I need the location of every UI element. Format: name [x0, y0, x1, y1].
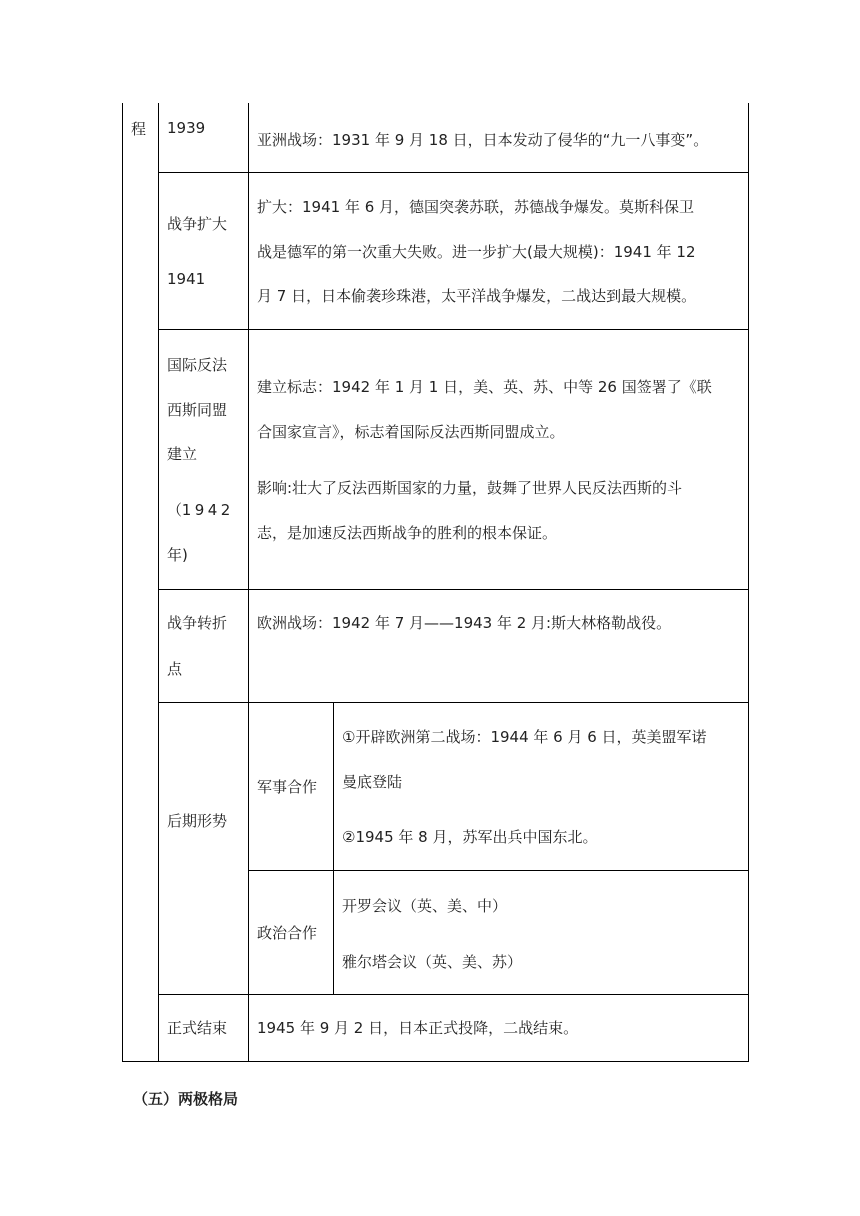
- row-label-alliance: 国际反法: [167, 356, 228, 374]
- row-text-expand: 月 7 日，日本偷袭珍珠港，太平洋战争爆发，二战达到最大规模。: [257, 287, 697, 305]
- row-divider: [158, 329, 749, 330]
- row-text-alliance: 合国家宣言》，标志着国际反法西斯同盟成立。: [257, 423, 565, 441]
- row-divider: [158, 994, 749, 995]
- table-bottom-border: [122, 1061, 749, 1062]
- row-label-alliance: 年): [167, 546, 188, 564]
- row-text-expand: 战是德军的第一次重大失败。进一步扩大(最大规模)：1941 年 12: [257, 243, 696, 261]
- table-col1-border: [158, 103, 159, 1062]
- sub-text-political: 开罗会议（英、美、中）: [342, 897, 508, 915]
- row-text-alliance: 志，是加速反法西斯战争的胜利的根本保证。: [257, 524, 558, 542]
- row-label-expand: 战争扩大: [167, 215, 228, 233]
- row-label-expand: 1941: [167, 270, 206, 288]
- row-label-alliance-year-char: （: [167, 501, 183, 519]
- section-heading: （五）两极格局: [133, 1090, 239, 1108]
- row-divider: [158, 702, 749, 703]
- row-label-end: 正式结束: [167, 1019, 228, 1037]
- row-label-turning: 战争转折: [167, 614, 228, 632]
- sub-label-political: 政治合作: [257, 924, 318, 942]
- row-text-outbreak: 亚洲战场：1931 年 9 月 18 日，日本发动了侵华的“九一八事变”。: [257, 131, 709, 149]
- row-label-alliance: 西斯同盟: [167, 401, 228, 419]
- row-label-alliance: 建立: [167, 445, 198, 463]
- sub-text-military: ②1945 年 8 月，苏军出兵中国东北。: [342, 828, 598, 846]
- row-divider: [158, 589, 749, 590]
- table-col2-border: [248, 103, 249, 1062]
- table-right-border: [748, 103, 749, 1062]
- row-label-alliance-year-char: 2: [220, 501, 231, 519]
- row-divider: [158, 172, 749, 173]
- sub-text-military: 曼底登陆: [342, 773, 403, 791]
- row-label-alliance-year-char: 9: [194, 501, 205, 519]
- row-label-turning: 点: [167, 660, 183, 678]
- row-text-expand: 扩大：1941 年 6 月，德国突袭苏联，苏德战争爆发。莫斯科保卫: [257, 198, 695, 216]
- sub-label-military: 军事合作: [257, 778, 318, 796]
- row-text-alliance: 建立标志：1942 年 1 月 1 日，美、英、苏、中等 26 国签署了《联: [257, 378, 712, 396]
- process-label: 程: [131, 120, 147, 138]
- row-text-alliance: 影响:壮大了反法西斯国家的力量，鼓舞了世界人民反法西斯的斗: [257, 479, 683, 497]
- row-label-alliance-year-char: 1: [181, 501, 192, 519]
- row-text-turning: 欧洲战场：1942 年 7 月——1943 年 2 月:斯大林格勒战役。: [257, 614, 672, 632]
- sub-text-military: ①开辟欧洲第二战场：1944 年 6 月 6 日，英美盟军诺: [342, 728, 707, 746]
- row-label-late: 后期形势: [167, 812, 228, 830]
- row-text-end: 1945 年 9 月 2 日，日本正式投降，二战结束。: [257, 1019, 579, 1037]
- row-label-alliance-year: [167, 501, 232, 519]
- table-left-border: [122, 103, 123, 1062]
- table-subcol-border: [333, 702, 334, 994]
- row-divider: [248, 870, 749, 871]
- row-label-outbreak: 1939: [167, 119, 206, 137]
- row-label-alliance-year-char: 4: [207, 501, 218, 519]
- sub-text-political: 雅尔塔会议（英、美、苏）: [342, 953, 523, 971]
